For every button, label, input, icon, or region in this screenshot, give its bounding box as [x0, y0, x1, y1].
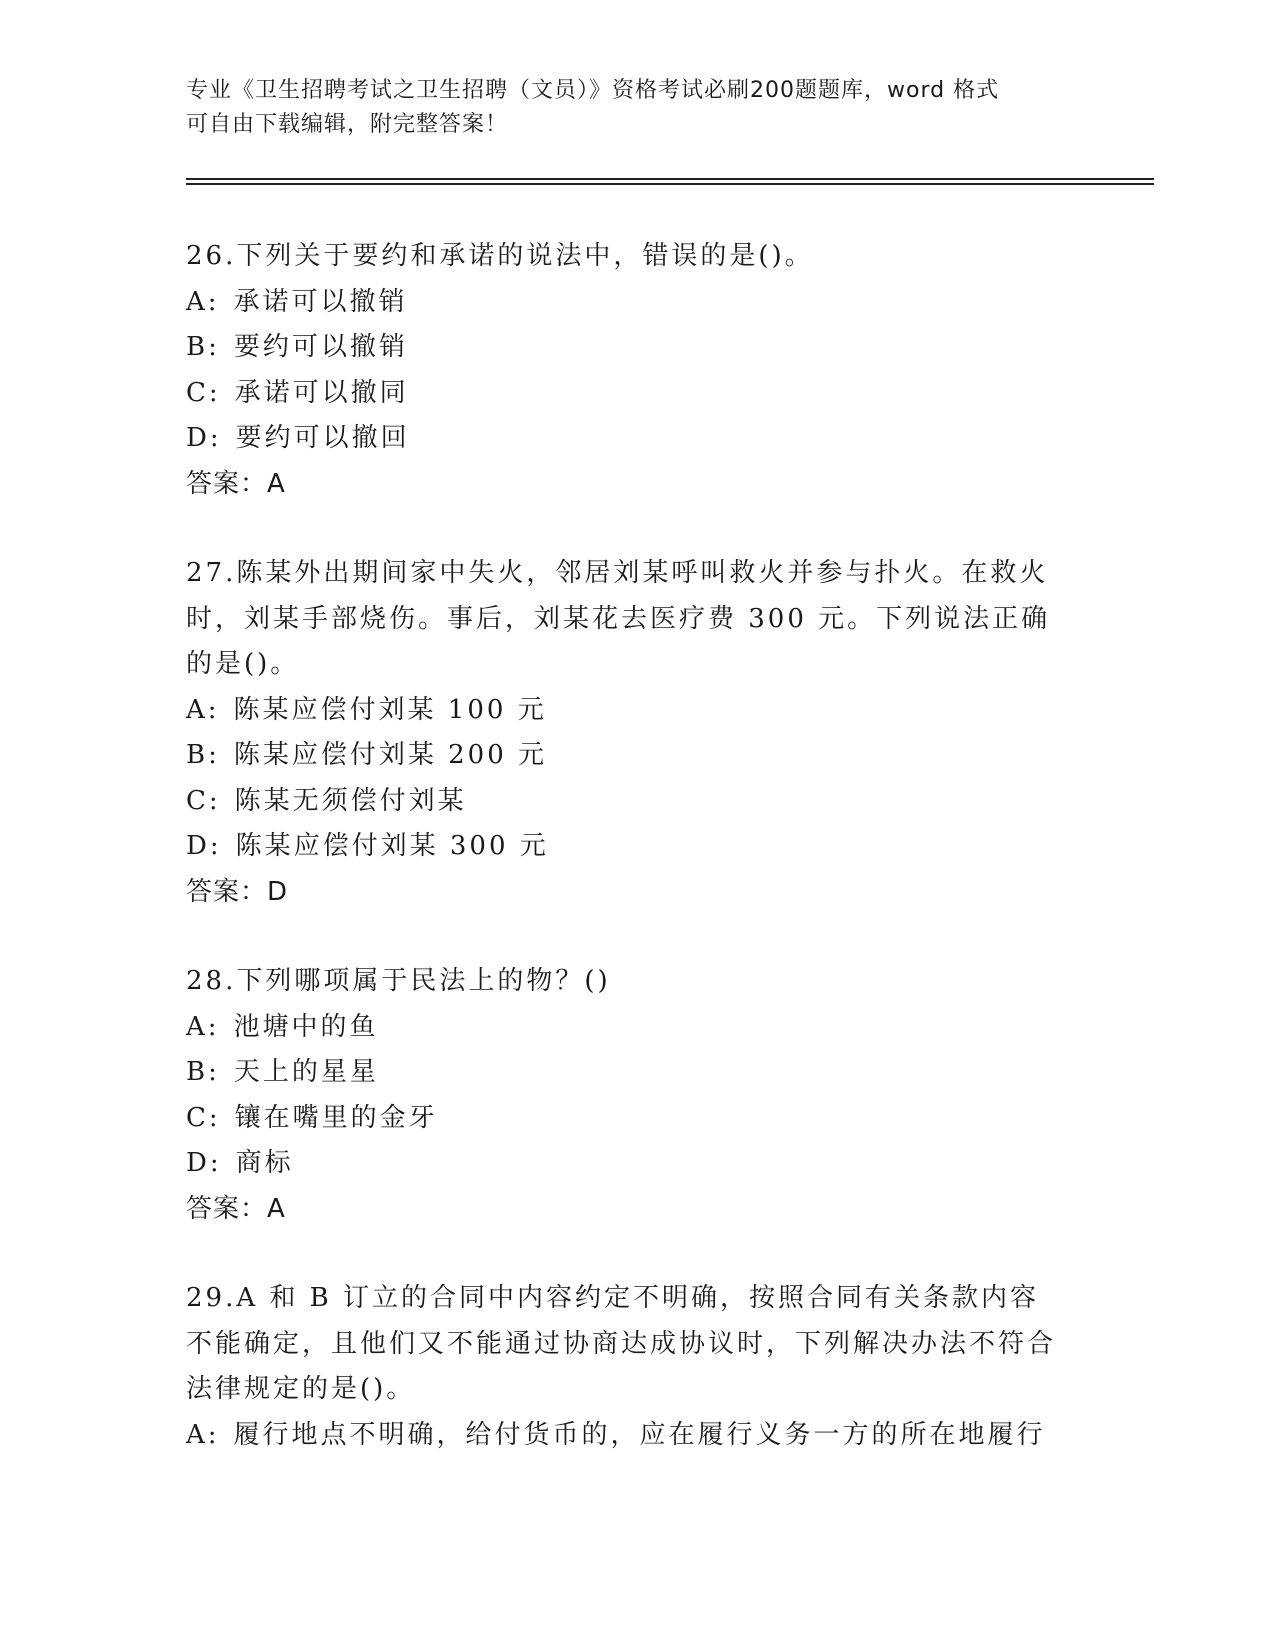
option-text: 池塘中的鱼 — [233, 1011, 379, 1042]
question-27 — [186, 551, 1066, 915]
question-list — [186, 234, 1066, 1502]
option-text: 商标 — [235, 1148, 294, 1178]
question-stem: 28.下列哪项属于民法上的物？() — [186, 966, 611, 996]
option-a — [186, 1005, 1066, 1051]
option-a — [186, 1413, 1066, 1459]
option-label: B: — [186, 740, 220, 770]
option-text: 履行地点不明确，给付货币的，应在履行义务一方的所在地履行 — [233, 1419, 1046, 1450]
option-label: A: — [186, 1011, 220, 1042]
option-label: A: — [186, 286, 220, 317]
document-header — [186, 74, 1066, 142]
option-label: C: — [186, 377, 221, 408]
option-text: 陈某无须偿付刘某 — [234, 785, 467, 816]
option-text: 要约可以撤回 — [235, 423, 410, 453]
header-line-2: 可自由下载编辑，附完整答案！ — [186, 112, 509, 137]
option-text: 陈某应偿付刘某 300 元 — [235, 831, 549, 861]
option-c — [186, 779, 1066, 825]
option-label: A: — [186, 694, 220, 725]
option-b — [186, 733, 1066, 779]
option-c — [186, 1096, 1066, 1142]
header-divider-bottom — [186, 183, 1154, 185]
option-label: B: — [186, 332, 220, 362]
question-26 — [186, 234, 1066, 507]
option-d — [186, 1141, 1066, 1187]
option-b — [186, 325, 1066, 371]
answer-line: 答案：A — [186, 1193, 286, 1224]
option-label: D: — [186, 831, 222, 861]
option-a — [186, 688, 1066, 734]
option-label: C: — [186, 1102, 221, 1133]
option-a — [186, 280, 1066, 326]
option-text: 镶在嘴里的金牙 — [234, 1102, 438, 1133]
question-28 — [186, 959, 1066, 1232]
option-text: 天上的星星 — [233, 1057, 379, 1087]
option-text: 承诺可以撤同 — [234, 377, 409, 408]
option-label: D: — [186, 1148, 222, 1178]
option-text: 陈某应偿付刘某 200 元 — [233, 740, 548, 770]
option-label: C: — [186, 785, 221, 816]
option-text: 陈某应偿付刘某 100 元 — [233, 694, 547, 725]
question-29 — [186, 1276, 1066, 1458]
option-label: A: — [186, 1419, 220, 1450]
option-text: 承诺可以撤销 — [233, 286, 408, 317]
answer-line: 答案：A — [186, 468, 286, 499]
option-b — [186, 1050, 1066, 1096]
option-d — [186, 824, 1066, 870]
option-c — [186, 371, 1066, 417]
option-text: 要约可以撤销 — [233, 332, 408, 362]
question-stem: 27.陈某外出期间家中失火，邻居刘某呼叫救火并参与扑火。在救火时，刘某手部烧伤。事后，刘某花去医疗费 300 元。下列说法正确的是()。 — [186, 558, 1051, 679]
option-label: B: — [186, 1057, 220, 1087]
option-label: D: — [186, 423, 222, 453]
answer-line: 答案：D — [186, 876, 289, 907]
header-line-1: 专业《卫生招聘考试之卫生招聘（文员）》资格考试必刷200题题库，word 格式 — [186, 78, 1000, 103]
question-stem: 26.下列关于要约和承诺的说法中，错误的是()。 — [186, 241, 814, 271]
option-d — [186, 416, 1066, 462]
question-stem: 29.A 和 B 订立的合同中内容约定不明确，按照合同有关条款内容不能确定，且他们又不能通过协商达成协议时，下列解决办法不符合法律规定的是()。 — [186, 1283, 1057, 1404]
header-divider-top — [186, 178, 1154, 180]
